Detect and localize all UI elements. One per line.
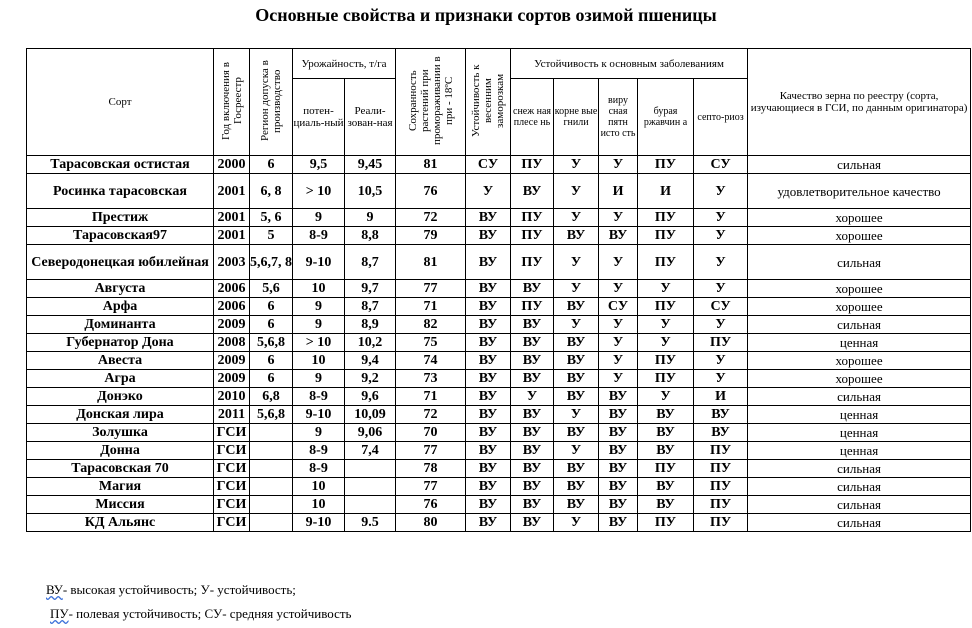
cell-viral-spot: У	[599, 334, 638, 352]
cell-year: 2001	[214, 227, 250, 245]
varieties-table	[26, 48, 971, 532]
cell-root-rot: У	[554, 156, 599, 174]
cell-spring-frost: ВУ	[466, 460, 511, 478]
cell-spring-frost: ВУ	[466, 245, 511, 280]
cell-sort: Донская лира	[27, 406, 214, 424]
cell-viral-spot: ВУ	[599, 406, 638, 424]
legend-abbr-vu: ВУ	[46, 582, 63, 597]
cell-year: 2009	[214, 352, 250, 370]
cell-year: 2009	[214, 370, 250, 388]
cell-region	[250, 424, 293, 442]
cell-quality: сильная	[748, 156, 971, 174]
cell-yield-potential: 10	[293, 478, 345, 496]
header-sort: Сорт	[27, 49, 214, 156]
table-row	[27, 156, 971, 174]
cell-snow-mold: ВУ	[511, 424, 554, 442]
cell-snow-mold: ПУ	[511, 156, 554, 174]
cell-brown-rust: ПУ	[638, 227, 694, 245]
cell-sort: Престиж	[27, 209, 214, 227]
cell-spring-frost: ВУ	[466, 227, 511, 245]
cell-yield-real	[345, 460, 396, 478]
cell-yield-potential: 9-10	[293, 245, 345, 280]
cell-year: ГСИ	[214, 460, 250, 478]
cell-region: 6	[250, 316, 293, 334]
cell-quality: сильная	[748, 478, 971, 496]
cell-brown-rust: У	[638, 316, 694, 334]
cell-yield-real: 8,9	[345, 316, 396, 334]
cell-viral-spot: У	[599, 209, 638, 227]
header-septoria: септо-риоз	[694, 79, 748, 156]
cell-survival: 77	[396, 442, 466, 460]
cell-quality: хорошее	[748, 352, 971, 370]
cell-brown-rust: ВУ	[638, 424, 694, 442]
cell-yield-potential: 9	[293, 316, 345, 334]
cell-sort: Губернатор Дона	[27, 334, 214, 352]
legend-line-1	[46, 582, 296, 598]
header-viral-spot: виру сная пятн исто сть	[599, 79, 638, 156]
cell-viral-spot: ВУ	[599, 478, 638, 496]
cell-snow-mold: У	[511, 388, 554, 406]
cell-brown-rust: ПУ	[638, 298, 694, 316]
cell-yield-real: 9,4	[345, 352, 396, 370]
cell-septoria: ПУ	[694, 496, 748, 514]
table-row	[27, 316, 971, 334]
cell-root-rot: У	[554, 280, 599, 298]
legend-text-1: - высокая устойчивость; У- устойчивость;	[62, 582, 296, 597]
cell-yield-real: 10,2	[345, 334, 396, 352]
cell-sort: Росинка тарасовская	[27, 174, 214, 209]
table-row	[27, 442, 971, 460]
cell-quality: ценная	[748, 424, 971, 442]
cell-viral-spot: У	[599, 316, 638, 334]
cell-root-rot: У	[554, 514, 599, 532]
cell-yield-real: 8,7	[345, 298, 396, 316]
cell-root-rot: ВУ	[554, 370, 599, 388]
cell-sort: Доминанта	[27, 316, 214, 334]
cell-year: 2001	[214, 209, 250, 227]
cell-yield-real: 9,45	[345, 156, 396, 174]
cell-region: 6	[250, 298, 293, 316]
cell-viral-spot: ВУ	[599, 388, 638, 406]
cell-yield-potential: 10	[293, 496, 345, 514]
cell-quality: хорошее	[748, 280, 971, 298]
cell-root-rot: У	[554, 245, 599, 280]
cell-yield-potential: 8-9	[293, 442, 345, 460]
cell-viral-spot: У	[599, 245, 638, 280]
cell-survival: 72	[396, 209, 466, 227]
cell-brown-rust: ВУ	[638, 478, 694, 496]
cell-yield-potential: 9,5	[293, 156, 345, 174]
cell-survival: 77	[396, 478, 466, 496]
cell-snow-mold: ПУ	[511, 227, 554, 245]
cell-year: ГСИ	[214, 424, 250, 442]
cell-viral-spot: У	[599, 370, 638, 388]
cell-yield-real: 9.5	[345, 514, 396, 532]
cell-survival: 80	[396, 514, 466, 532]
cell-brown-rust: ВУ	[638, 406, 694, 424]
cell-spring-frost: ВУ	[466, 514, 511, 532]
cell-brown-rust: ПУ	[638, 245, 694, 280]
cell-quality: ценная	[748, 442, 971, 460]
cell-snow-mold: ПУ	[511, 245, 554, 280]
cell-snow-mold: ВУ	[511, 352, 554, 370]
legend-abbr-pu: ПУ	[50, 606, 69, 621]
cell-spring-frost: ВУ	[466, 280, 511, 298]
cell-spring-frost: ВУ	[466, 478, 511, 496]
cell-survival: 75	[396, 334, 466, 352]
cell-septoria: У	[694, 227, 748, 245]
cell-year: 2011	[214, 406, 250, 424]
cell-survival: 78	[396, 460, 466, 478]
table-row	[27, 478, 971, 496]
cell-yield-potential: 9	[293, 298, 345, 316]
cell-sort: Августа	[27, 280, 214, 298]
cell-quality: ценная	[748, 334, 971, 352]
header-root-rot: корне вые гнили	[554, 79, 599, 156]
cell-region: 6	[250, 352, 293, 370]
cell-yield-real	[345, 496, 396, 514]
table-row	[27, 424, 971, 442]
cell-root-rot: ВУ	[554, 388, 599, 406]
cell-region	[250, 514, 293, 532]
cell-region	[250, 478, 293, 496]
cell-spring-frost: ВУ	[466, 388, 511, 406]
cell-yield-potential: 9	[293, 424, 345, 442]
header-brown-rust: бурая ржавчин а	[638, 79, 694, 156]
cell-survival: 77	[396, 280, 466, 298]
cell-quality: сильная	[748, 460, 971, 478]
cell-snow-mold: ПУ	[511, 298, 554, 316]
cell-septoria: У	[694, 352, 748, 370]
cell-root-rot: ВУ	[554, 496, 599, 514]
cell-septoria: У	[694, 316, 748, 334]
cell-survival: 74	[396, 352, 466, 370]
table-row	[27, 280, 971, 298]
table-row	[27, 388, 971, 406]
cell-snow-mold: ВУ	[511, 442, 554, 460]
cell-septoria: ПУ	[694, 334, 748, 352]
cell-quality: сильная	[748, 245, 971, 280]
cell-region: 5, 6	[250, 209, 293, 227]
cell-septoria: У	[694, 209, 748, 227]
cell-region	[250, 460, 293, 478]
cell-survival: 73	[396, 370, 466, 388]
cell-region	[250, 496, 293, 514]
cell-survival: 79	[396, 227, 466, 245]
cell-septoria: ПУ	[694, 514, 748, 532]
cell-quality: хорошее	[748, 227, 971, 245]
cell-yield-real: 9	[345, 209, 396, 227]
cell-root-rot: ВУ	[554, 352, 599, 370]
cell-sort: Донна	[27, 442, 214, 460]
cell-brown-rust: ПУ	[638, 352, 694, 370]
page-title: Основные свойства и признаки сортов озимой пшеницы	[255, 5, 717, 25]
header-year: Год включения в Госреестр	[214, 49, 250, 156]
cell-septoria: СУ	[694, 156, 748, 174]
header-survival: Сохранность растений при промораживании в при - 18ºС	[396, 49, 466, 156]
cell-septoria: СУ	[694, 298, 748, 316]
cell-brown-rust: ПУ	[638, 370, 694, 388]
cell-quality: удовлетворительное качество	[748, 174, 971, 209]
header-quality: Качество зерна по реестру (сорта, изучающиеся в ГСИ, по данным оригинатора)	[748, 49, 971, 156]
cell-yield-potential: 8-9	[293, 227, 345, 245]
table-row	[27, 245, 971, 280]
cell-viral-spot: У	[599, 352, 638, 370]
cell-region: 5	[250, 227, 293, 245]
cell-sort: Агра	[27, 370, 214, 388]
cell-septoria: У	[694, 245, 748, 280]
cell-yield-real: 9,2	[345, 370, 396, 388]
cell-region: 6	[250, 370, 293, 388]
cell-brown-rust: У	[638, 334, 694, 352]
cell-yield-potential: 10	[293, 352, 345, 370]
cell-region: 6, 8	[250, 174, 293, 209]
cell-spring-frost: ВУ	[466, 406, 511, 424]
cell-root-rot: ВУ	[554, 334, 599, 352]
cell-brown-rust: ПУ	[638, 514, 694, 532]
cell-snow-mold: ВУ	[511, 406, 554, 424]
cell-survival: 76	[396, 496, 466, 514]
cell-survival: 81	[396, 156, 466, 174]
cell-spring-frost: ВУ	[466, 442, 511, 460]
table-row	[27, 174, 971, 209]
legend-line-2	[50, 606, 351, 622]
cell-septoria: У	[694, 280, 748, 298]
cell-septoria: У	[694, 370, 748, 388]
cell-quality: хорошее	[748, 298, 971, 316]
cell-snow-mold: ВУ	[511, 334, 554, 352]
table-row	[27, 370, 971, 388]
cell-viral-spot: ВУ	[599, 227, 638, 245]
cell-year: ГСИ	[214, 478, 250, 496]
cell-year: ГСИ	[214, 496, 250, 514]
cell-survival: 71	[396, 298, 466, 316]
table-row	[27, 496, 971, 514]
cell-brown-rust: У	[638, 280, 694, 298]
cell-yield-real: 9,6	[345, 388, 396, 406]
cell-region	[250, 442, 293, 460]
cell-year: 2006	[214, 298, 250, 316]
cell-root-rot: ВУ	[554, 478, 599, 496]
cell-quality: ценная	[748, 406, 971, 424]
header-yield-real: Реали-зован-ная	[345, 79, 396, 156]
cell-sort: Арфа	[27, 298, 214, 316]
cell-quality: хорошее	[748, 370, 971, 388]
cell-snow-mold: ПУ	[511, 209, 554, 227]
cell-brown-rust: У	[638, 388, 694, 406]
cell-region: 5,6,7, 8	[250, 245, 293, 280]
cell-spring-frost: ВУ	[466, 209, 511, 227]
cell-survival: 76	[396, 174, 466, 209]
table-row	[27, 460, 971, 478]
header-yield-group: Урожайность, т/га	[293, 49, 396, 79]
cell-yield-real: 9,06	[345, 424, 396, 442]
cell-septoria: И	[694, 388, 748, 406]
cell-survival: 81	[396, 245, 466, 280]
cell-septoria: ВУ	[694, 424, 748, 442]
table-row	[27, 514, 971, 532]
cell-yield-potential: 9	[293, 209, 345, 227]
table-row	[27, 209, 971, 227]
cell-sort: Тарасовская 70	[27, 460, 214, 478]
cell-region: 6	[250, 156, 293, 174]
cell-spring-frost: ВУ	[466, 370, 511, 388]
cell-septoria: ВУ	[694, 406, 748, 424]
cell-sort: Золушка	[27, 424, 214, 442]
cell-survival: 72	[396, 406, 466, 424]
cell-yield-potential: 9-10	[293, 406, 345, 424]
cell-snow-mold: ВУ	[511, 280, 554, 298]
cell-region: 5,6,8	[250, 334, 293, 352]
cell-spring-frost: У	[466, 174, 511, 209]
cell-viral-spot: ВУ	[599, 424, 638, 442]
cell-sort: Северодонецкая юбилейная	[27, 245, 214, 280]
cell-snow-mold: ВУ	[511, 496, 554, 514]
cell-yield-potential: 9-10	[293, 514, 345, 532]
header-yield-potential: потен-циаль-ный	[293, 79, 345, 156]
cell-spring-frost: ВУ	[466, 496, 511, 514]
cell-septoria: ПУ	[694, 460, 748, 478]
cell-yield-potential: 8-9	[293, 460, 345, 478]
cell-yield-real	[345, 478, 396, 496]
table-row	[27, 352, 971, 370]
cell-viral-spot: ВУ	[599, 514, 638, 532]
cell-septoria: ПУ	[694, 442, 748, 460]
cell-year: 2000	[214, 156, 250, 174]
cell-survival: 82	[396, 316, 466, 334]
cell-sort: Тарасовская97	[27, 227, 214, 245]
cell-quality: сильная	[748, 388, 971, 406]
cell-brown-rust: ВУ	[638, 496, 694, 514]
cell-snow-mold: ВУ	[511, 460, 554, 478]
cell-root-rot: У	[554, 174, 599, 209]
cell-yield-real: 8,8	[345, 227, 396, 245]
cell-brown-rust: ВУ	[638, 442, 694, 460]
legend-text-2: - полевая устойчивость; СУ- средняя устойчивость	[68, 606, 352, 621]
cell-septoria: ПУ	[694, 478, 748, 496]
cell-brown-rust: ПУ	[638, 156, 694, 174]
cell-viral-spot: ВУ	[599, 460, 638, 478]
cell-root-rot: ВУ	[554, 460, 599, 478]
cell-quality: сильная	[748, 316, 971, 334]
cell-spring-frost: СУ	[466, 156, 511, 174]
cell-viral-spot: У	[599, 156, 638, 174]
cell-yield-real: 10,09	[345, 406, 396, 424]
cell-root-rot: У	[554, 442, 599, 460]
cell-root-rot: ВУ	[554, 424, 599, 442]
cell-quality: сильная	[748, 496, 971, 514]
cell-yield-real: 8,7	[345, 245, 396, 280]
cell-brown-rust: ПУ	[638, 460, 694, 478]
cell-sort: Магия	[27, 478, 214, 496]
cell-spring-frost: ВУ	[466, 334, 511, 352]
cell-yield-potential: 8-9	[293, 388, 345, 406]
cell-yield-real: 7,4	[345, 442, 396, 460]
cell-yield-potential: 10	[293, 280, 345, 298]
cell-viral-spot: И	[599, 174, 638, 209]
cell-yield-real: 10,5	[345, 174, 396, 209]
cell-viral-spot: У	[599, 280, 638, 298]
cell-quality: сильная	[748, 514, 971, 532]
cell-spring-frost: ВУ	[466, 424, 511, 442]
cell-viral-spot: СУ	[599, 298, 638, 316]
cell-brown-rust: И	[638, 174, 694, 209]
cell-survival: 70	[396, 424, 466, 442]
cell-root-rot: ВУ	[554, 298, 599, 316]
table-row	[27, 298, 971, 316]
cell-viral-spot: ВУ	[599, 442, 638, 460]
cell-year: 2003	[214, 245, 250, 280]
cell-snow-mold: ВУ	[511, 316, 554, 334]
header-region: Регион допуска в производство	[250, 49, 293, 156]
cell-spring-frost: ВУ	[466, 352, 511, 370]
cell-year: 2008	[214, 334, 250, 352]
cell-snow-mold: ВУ	[511, 370, 554, 388]
cell-yield-potential: > 10	[293, 174, 345, 209]
cell-year: 2006	[214, 280, 250, 298]
cell-sort: Донэко	[27, 388, 214, 406]
cell-sort: Миссия	[27, 496, 214, 514]
cell-snow-mold: ВУ	[511, 174, 554, 209]
cell-year: 2010	[214, 388, 250, 406]
cell-brown-rust: ПУ	[638, 209, 694, 227]
cell-survival: 71	[396, 388, 466, 406]
cell-sort: КД Альянс	[27, 514, 214, 532]
cell-yield-real: 9,7	[345, 280, 396, 298]
cell-viral-spot: ВУ	[599, 496, 638, 514]
cell-year: 2009	[214, 316, 250, 334]
cell-region: 5,6	[250, 280, 293, 298]
cell-year: 2001	[214, 174, 250, 209]
cell-spring-frost: ВУ	[466, 298, 511, 316]
cell-root-rot: У	[554, 209, 599, 227]
table-row	[27, 334, 971, 352]
header-snow-mold: снеж ная плесе нь	[511, 79, 554, 156]
cell-snow-mold: ВУ	[511, 514, 554, 532]
header-disease-group: Устойчивость к основным заболеваниям	[511, 49, 748, 79]
cell-yield-potential: > 10	[293, 334, 345, 352]
table-row	[27, 227, 971, 245]
cell-root-rot: У	[554, 316, 599, 334]
cell-quality: хорошее	[748, 209, 971, 227]
cell-year: ГСИ	[214, 442, 250, 460]
cell-year: ГСИ	[214, 514, 250, 532]
table-row	[27, 406, 971, 424]
cell-septoria: У	[694, 174, 748, 209]
cell-region: 5,6,8	[250, 406, 293, 424]
cell-root-rot: ВУ	[554, 227, 599, 245]
cell-sort: Авеста	[27, 352, 214, 370]
cell-snow-mold: ВУ	[511, 478, 554, 496]
cell-spring-frost: ВУ	[466, 316, 511, 334]
cell-region: 6,8	[250, 388, 293, 406]
header-spring-frost: Устойчивость к весенним заморозкам	[466, 49, 511, 156]
cell-sort: Тарасовская остистая	[27, 156, 214, 174]
cell-root-rot: У	[554, 406, 599, 424]
cell-yield-potential: 9	[293, 370, 345, 388]
